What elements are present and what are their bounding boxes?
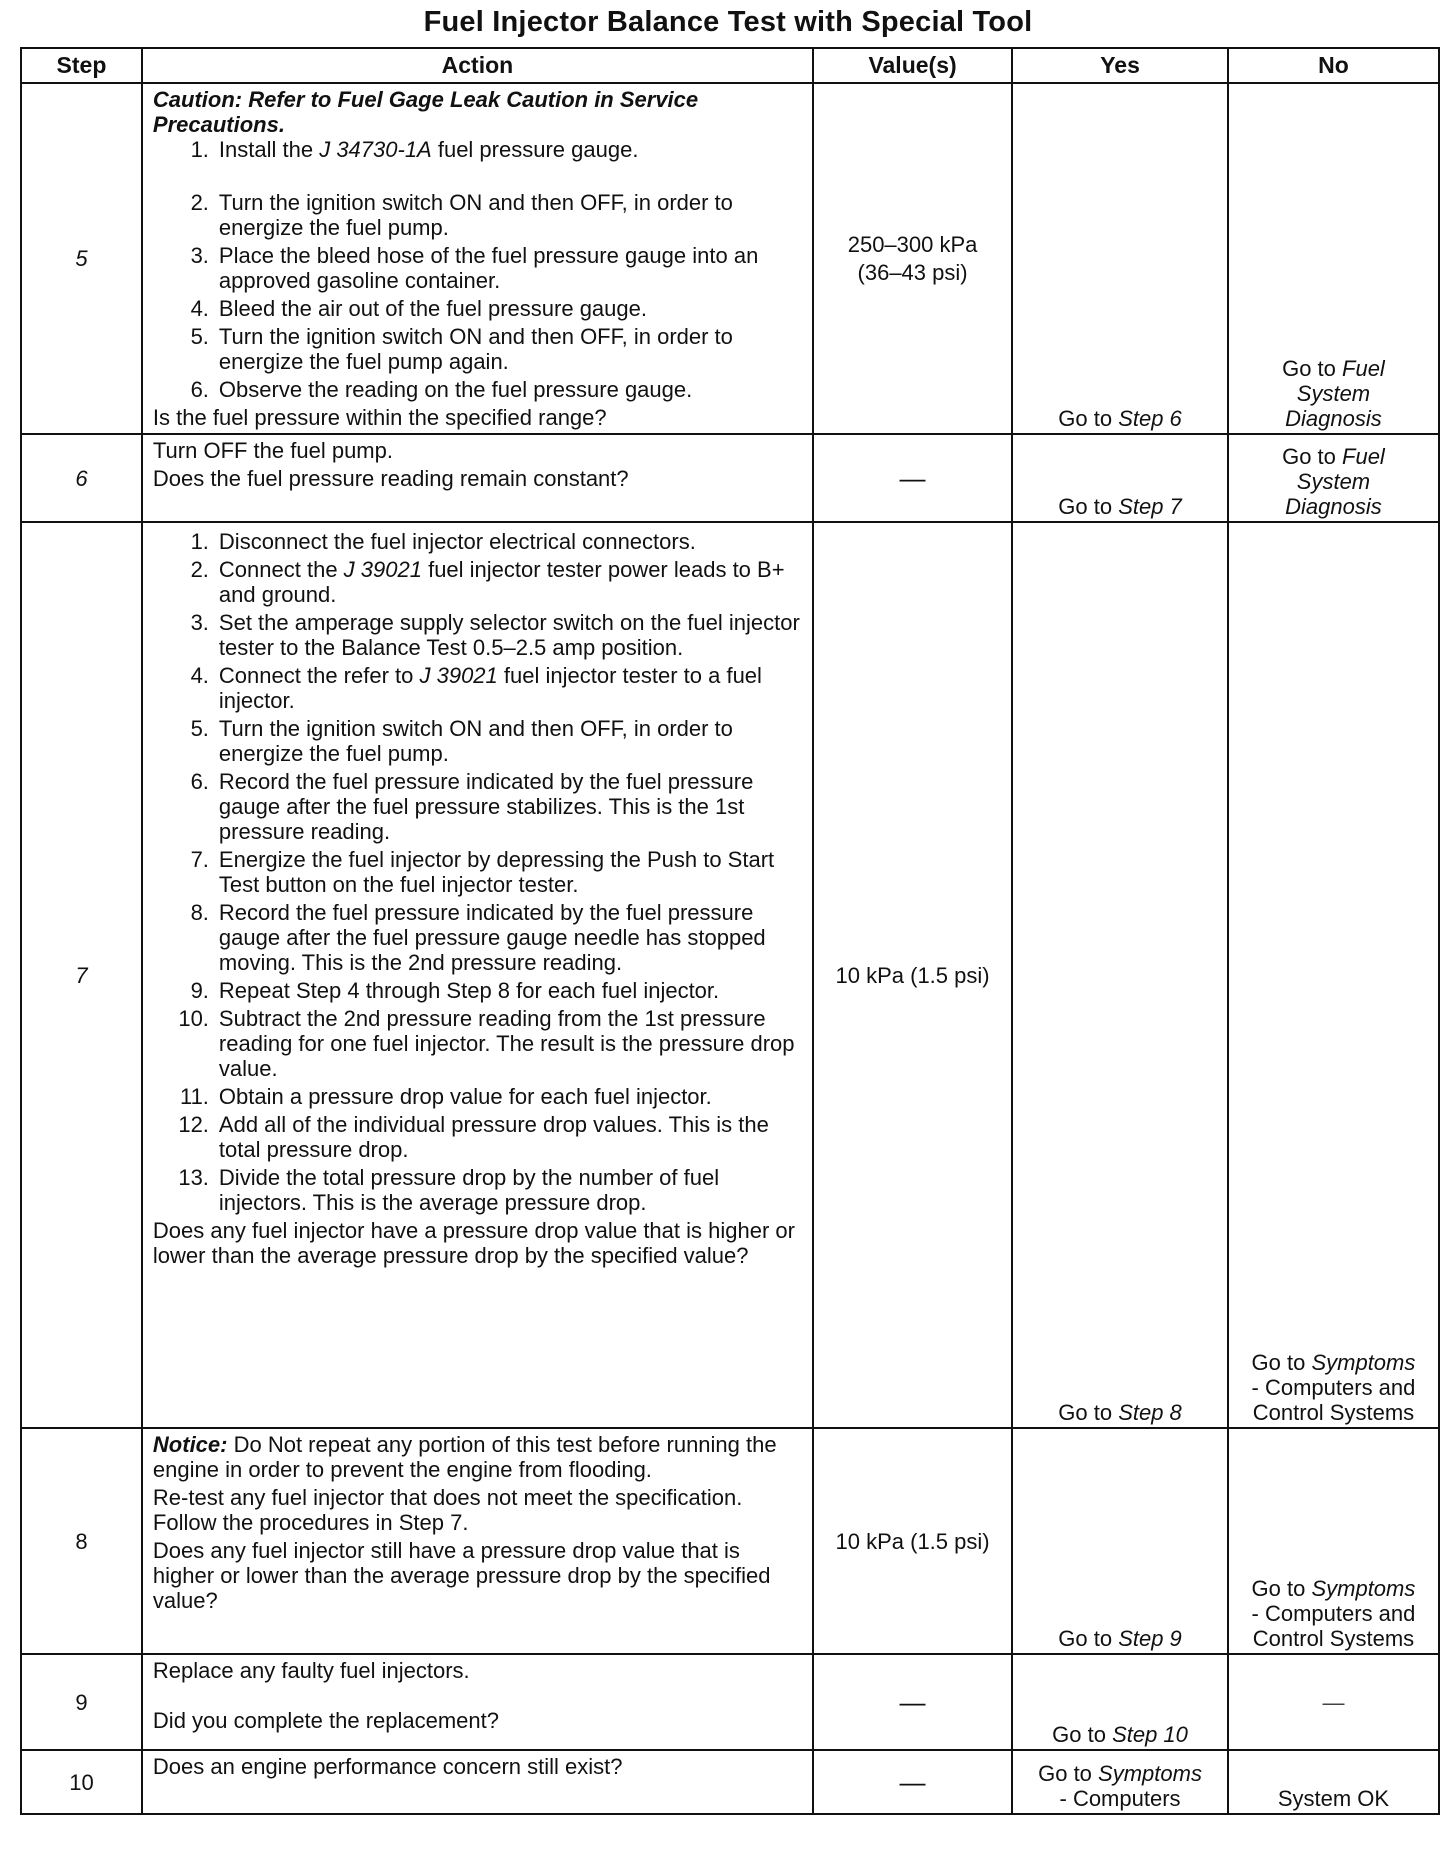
action-cell: Notice: Do Not repeat any portion of this test before running the engine in order to prevent the engine from flooding. Re-test any fuel injector that does not meet the specification. Follow the procedures in Step 7. Does any fuel injector still have a pressure drop value that is higher or lower than the average pressure drop by the specified value? (142, 1428, 813, 1654)
notice-text: Notice: Do Not repeat any portion of this test before running the engine in order to prevent the engine from flooding. (152, 1432, 777, 1482)
header-row (21, 48, 1439, 83)
value-cell: — (813, 1654, 1012, 1750)
no-cell: Go to Symptoms - Computers and Control Systems (1228, 522, 1439, 1428)
table-row (21, 434, 1439, 522)
table-row (21, 83, 1439, 434)
procedure-list (153, 137, 802, 402)
step-number: 8 (21, 1428, 142, 1654)
value-cell: 250–300 kPa (36–43 psi) (813, 83, 1012, 434)
action-cell (142, 83, 813, 434)
question-text: Does the fuel pressure reading remain constant? (152, 466, 629, 491)
value-cell: 10 kPa (1.5 psi) (813, 522, 1012, 1428)
list-item: 9. Repeat Step 4 through Step 8 for each fuel injector. (190, 978, 720, 1003)
list-item: 5. Turn the ignition switch ON and then OFF, in order to energize the fuel pump. (190, 716, 733, 766)
list-item: 1. Install the J 34730-1A fuel pressure gauge. (190, 137, 639, 162)
question-text: Does an engine performance concern still exist? (152, 1754, 623, 1779)
action-cell: Turn OFF the fuel pump. Does the fuel pressure reading remain constant? (142, 434, 813, 522)
yes-cell: Go to Step 10 (1012, 1654, 1228, 1750)
list-item: 1. Disconnect the fuel injector electrical connectors. (190, 529, 696, 554)
list-item: 4. Connect the refer to J 39021 fuel injector tester to a fuel injector. (190, 663, 762, 713)
no-cell: System OK (1228, 1750, 1439, 1814)
list-item: 10. Subtract the 2nd pressure reading from the 1st pressure reading for one fuel injector. The result is the pressure drop value. (178, 1006, 795, 1081)
list-item: 13. Divide the total pressure drop by the number of fuel injectors. This is the average pressure drop. (178, 1165, 720, 1215)
step-number: 5 (21, 83, 142, 434)
list-item: 6. Observe the reading on the fuel pressure gauge. (190, 377, 693, 402)
table-row (21, 1654, 1439, 1750)
yes-cell: Go to Symptoms - Computers (1012, 1750, 1228, 1814)
yes-cell: Go to Step 9 (1012, 1428, 1228, 1654)
yes-cell: Go to Step 7 (1012, 434, 1228, 522)
list-item: 8. Record the fuel pressure indicated by the fuel pressure gauge after the fuel pressure gauge needle has stopped moving. This is the 2nd pressure reading. (190, 900, 766, 975)
header-no: No (1228, 48, 1439, 83)
step-number: 6 (21, 434, 142, 522)
list-item: 3. Set the amperage supply selector switch on the fuel injector tester to the Balance Test 0.5–2.5 amp position. (190, 610, 800, 660)
page-title: Fuel Injector Balance Test with Special Tool (423, 6, 1033, 38)
list-item: 6. Record the fuel pressure indicated by the fuel pressure gauge after the fuel pressure stabilizes. This is the 1st pressure reading. (190, 769, 754, 844)
no-cell: — (1228, 1654, 1439, 1750)
table-row (21, 1428, 1439, 1654)
table-row (21, 522, 1439, 1428)
yes-cell: Go to Step 8 (1012, 522, 1228, 1428)
question-text: Did you complete the replacement? (152, 1708, 500, 1733)
question-text: Is the fuel pressure within the specified range? (152, 405, 607, 430)
list-item: 11. Obtain a pressure drop value for each fuel injector. (179, 1084, 712, 1109)
action-cell (142, 522, 813, 1428)
action-cell: Replace any faulty fuel injectors. Did you complete the replacement? (142, 1654, 813, 1750)
header-action: Action (142, 48, 813, 83)
header-step: Step (21, 48, 142, 83)
list-item: 3. Place the bleed hose of the fuel pressure gauge into an approved gasoline container. (190, 243, 759, 293)
list-item: 2. Turn the ignition switch ON and then OFF, in order to energize the fuel pump. (190, 190, 733, 240)
list-item: 12. Add all of the individual pressure drop values. This is the total pressure drop. (178, 1112, 769, 1162)
question-text: Does any fuel injector still have a pressure drop value that is higher or lower than the average pressure drop by the specified value? (152, 1538, 771, 1613)
caution-text: Caution: Refer to Fuel Gage Leak Caution in Service Precautions. (152, 87, 699, 137)
value-cell: 10 kPa (1.5 psi) (813, 1428, 1012, 1654)
no-cell: Go to Fuel System Diagnosis (1228, 83, 1439, 434)
question-text: Does any fuel injector have a pressure drop value that is higher or lower than the average pressure drop by the specified value? (152, 1218, 795, 1268)
header-values: Value(s) (813, 48, 1012, 83)
list-item: 4. Bleed the air out of the fuel pressure gauge. (190, 296, 647, 321)
step-number: 10 (21, 1750, 142, 1814)
balance-test-table (20, 47, 1440, 1815)
list-item: 7. Energize the fuel injector by depressing the Push to Start Test button on the fuel injector tester. (190, 847, 775, 897)
list-item: 2. Connect the J 39021 fuel injector tester power leads to B+ and ground. (190, 557, 785, 607)
value-cell: — (813, 1750, 1012, 1814)
table-row (21, 1750, 1439, 1814)
procedure-list (153, 529, 802, 1215)
value-cell: — (813, 434, 1012, 522)
list-item: 5. Turn the ignition switch ON and then OFF, in order to energize the fuel pump again. (190, 324, 733, 374)
step-number: 7 (21, 522, 142, 1428)
header-yes: Yes (1012, 48, 1228, 83)
action-cell (142, 1750, 813, 1814)
no-cell: Go to Fuel System Diagnosis (1228, 434, 1439, 522)
step-number: 9 (21, 1654, 142, 1750)
no-cell: Go to Symptoms - Computers and Control Systems (1228, 1428, 1439, 1654)
yes-cell: Go to Step 6 (1012, 83, 1228, 434)
